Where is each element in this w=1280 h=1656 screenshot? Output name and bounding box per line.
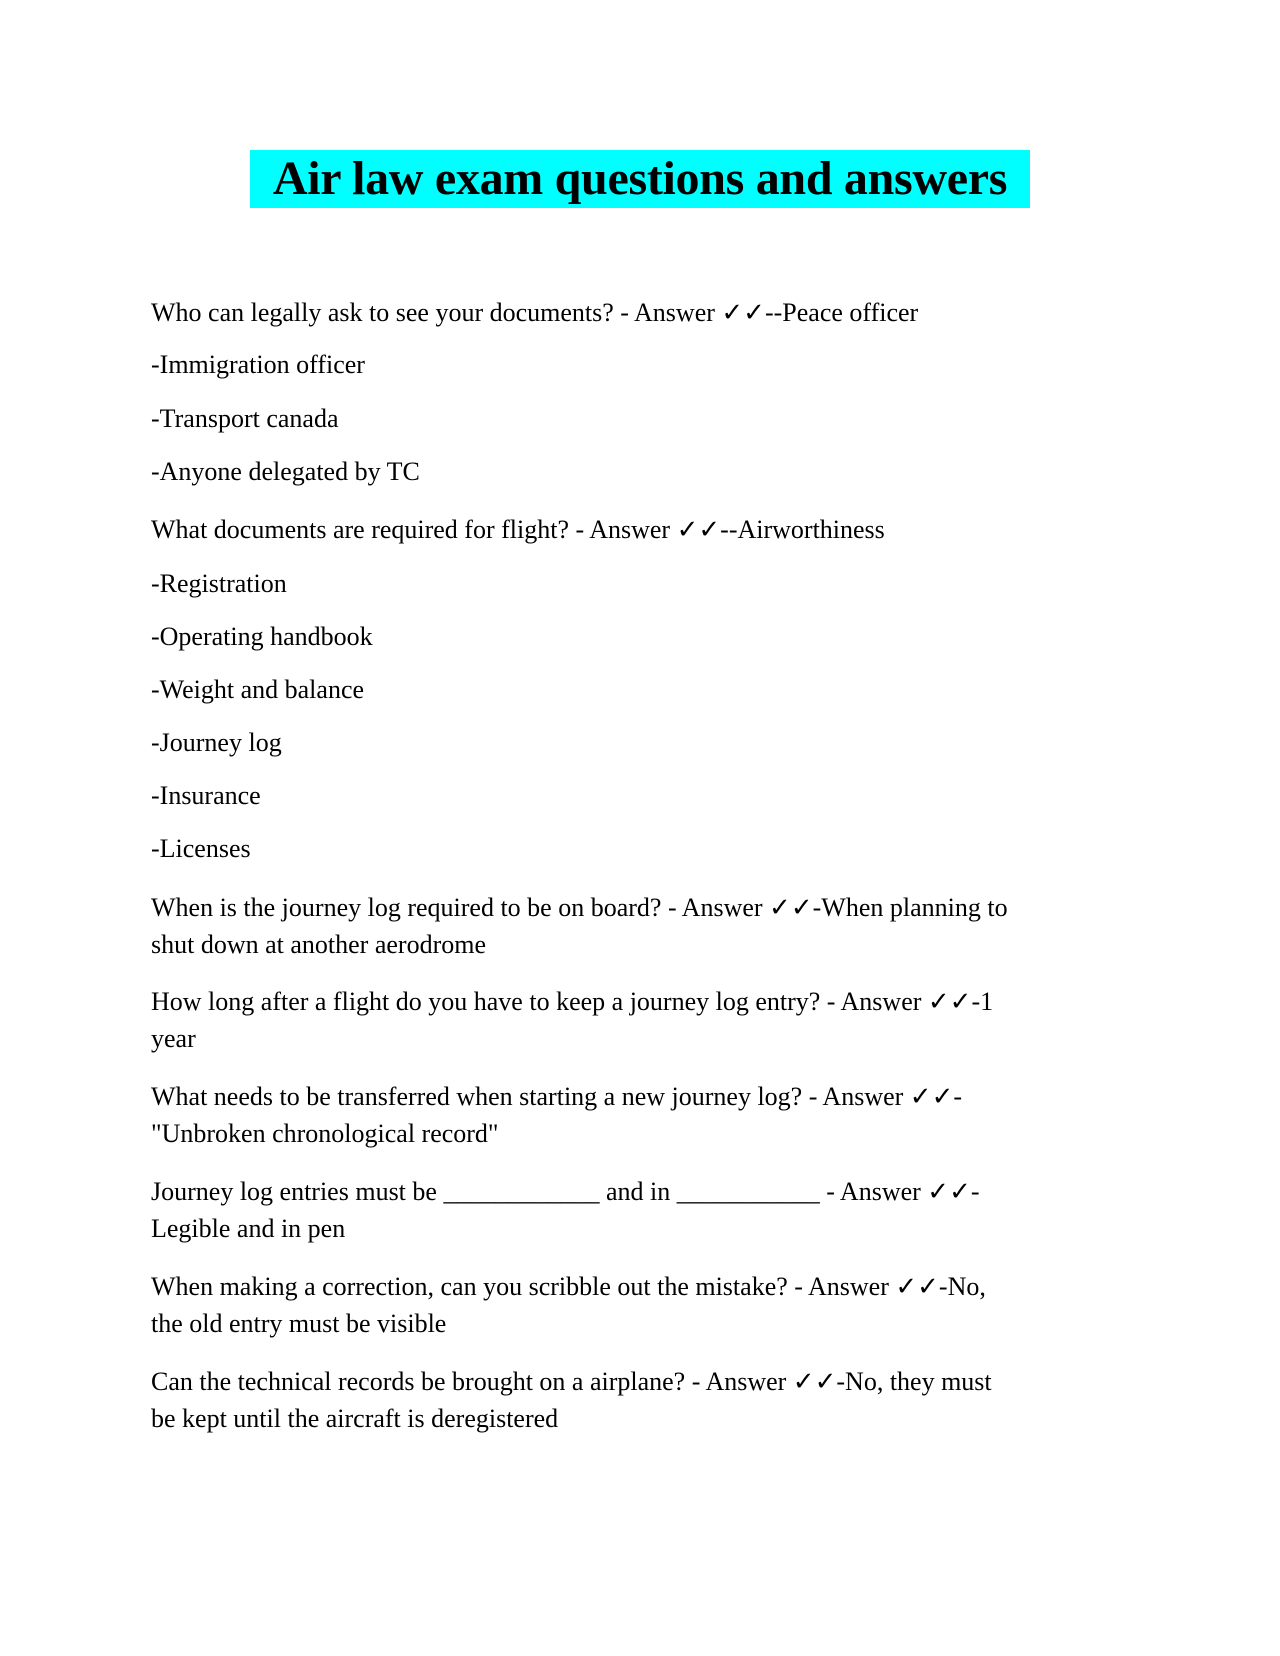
- question-line-cont: Legible and in pen: [151, 1214, 346, 1243]
- question-line-cont: shut down at another aerodrome: [151, 930, 487, 959]
- answer-item: -Operating handbook: [151, 622, 373, 651]
- question-line-cont: year: [151, 1024, 196, 1053]
- question-line-cont: the old entry must be visible: [151, 1309, 447, 1338]
- answer-item: -Licenses: [151, 834, 251, 863]
- answer-item: -Journey log: [151, 728, 282, 757]
- answer-item: -Transport canada: [151, 404, 339, 433]
- question-line-cont: "Unbroken chronological record": [151, 1119, 499, 1148]
- question-line: What documents are required for flight? - Answer ✓✓--Airworthiness: [151, 515, 885, 544]
- question-line: How long after a flight do you have to keep a journey log entry? - Answer ✓✓-1: [151, 987, 994, 1016]
- question-line: What needs to be transferred when starting a new journey log? - Answer ✓✓-: [151, 1082, 963, 1111]
- question-line-cont: be kept until the aircraft is deregistered: [151, 1404, 559, 1433]
- answer-item: -Insurance: [151, 781, 261, 810]
- document-title: Air law exam questions and answers: [250, 150, 1030, 208]
- question-line: Journey log entries must be ____________ and in ___________ - Answer ✓✓-: [151, 1177, 980, 1206]
- answer-item: -Registration: [151, 569, 287, 598]
- answer-item: -Anyone delegated by TC: [151, 457, 420, 486]
- question-line: When making a correction, can you scribble out the mistake? - Answer ✓✓-No,: [151, 1272, 986, 1301]
- question-line: When is the journey log required to be on board? - Answer ✓✓-When planning to: [151, 893, 1008, 922]
- question-line: Can the technical records be brought on a airplane? - Answer ✓✓-No, they must: [151, 1367, 992, 1396]
- question-line: Who can legally ask to see your documents? - Answer ✓✓--Peace officer: [151, 298, 919, 327]
- answer-item: -Immigration officer: [151, 350, 365, 379]
- answer-item: -Weight and balance: [151, 675, 365, 704]
